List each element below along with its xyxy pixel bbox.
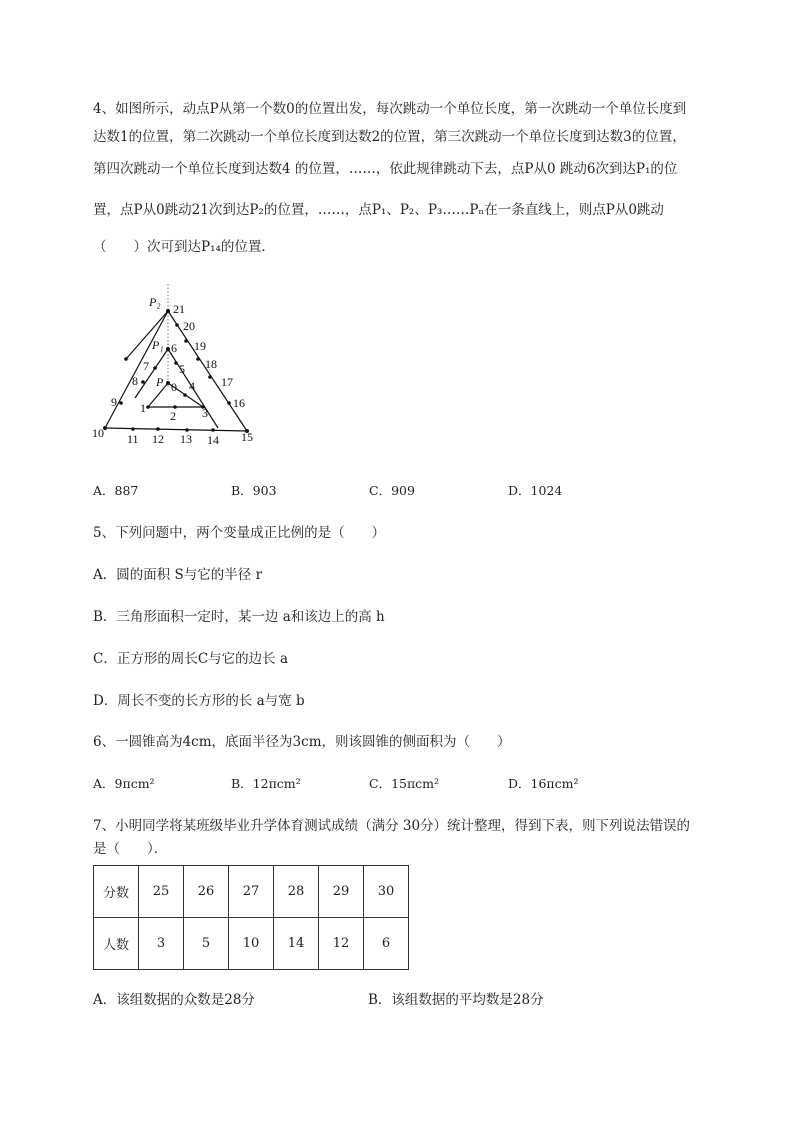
q4-option-d: D．1024: [508, 483, 563, 498]
q6-option-b: B．12πcm²: [231, 776, 301, 791]
num-13: 13: [180, 432, 192, 446]
table-cell: 29: [319, 866, 364, 918]
q5-stem: 5、下列问题中，两个变量成正比例的是（ ）: [93, 525, 386, 541]
num-10: 10: [92, 426, 104, 440]
num-17: 17: [221, 375, 233, 389]
q7-option-b: B．该组数据的平均数是28分: [368, 992, 544, 1008]
table-cell: 5: [184, 918, 229, 970]
q5-option-b: B．三角形面积一定时，某一边 a和该边上的高 h: [93, 609, 385, 625]
table-cell: 人数: [94, 918, 139, 970]
table-cell: 27: [229, 866, 274, 918]
table-cell: 30: [364, 866, 409, 918]
num-1: 1: [140, 401, 146, 415]
q7-line-2: 是（ ）．: [93, 841, 168, 857]
num-18: 18: [205, 357, 217, 371]
q4-option-c: C．909: [369, 483, 415, 498]
num-19: 19: [194, 339, 206, 353]
spiral-triangle-figure: [85, 278, 285, 448]
label-p: P: [156, 375, 164, 389]
table-cell: 3: [139, 918, 184, 970]
q7-option-a: A．该组数据的众数是28分: [93, 992, 255, 1008]
q4-option-b: B．903: [231, 483, 277, 498]
q4-line-5: （ ）次可到达P₁₄的位置．: [93, 239, 275, 255]
num-16: 16: [233, 396, 245, 410]
q6-option-a: A．9πcm²: [93, 776, 155, 791]
num-11: 11: [127, 432, 139, 446]
q4-line-4: 置，点P从0跳动21次到达P₂的位置，……，点P₁、P₂、P₃……Pₙ在一条直线上，则点P从0跳动: [93, 202, 664, 218]
q6-stem: 6、一圆锥高为4cm，底面半径为3cm，则该圆锥的侧面积为（ ）: [93, 734, 511, 750]
table-cell: 28: [274, 866, 319, 918]
num-0: 0: [171, 380, 177, 394]
num-8: 8: [132, 374, 138, 388]
table-cell: 26: [184, 866, 229, 918]
num-5: 5: [179, 362, 185, 376]
table-cell: 25: [139, 866, 184, 918]
q5-option-c: C．正方形的周长C与它的边长 a: [93, 651, 288, 667]
q5-option-d: D．周长不变的长方形的长 a与宽 b: [93, 693, 305, 709]
label-p1: P₁: [152, 338, 164, 352]
table-cell: 12: [319, 918, 364, 970]
table-cell: 14: [274, 918, 319, 970]
num-21: 21: [173, 302, 185, 316]
q7-line-1: 7、小明同学将某班级毕业升学体育测试成绩（满分 30分）统计整理，得到下表，则下列说法错误的: [93, 818, 691, 834]
num-7: 7: [143, 359, 149, 373]
q4-line-3: 第四次跳动一个单位长度到达数4 的位置，……，依此规律跳动下去，点P从0 跳动6次到达P₁的位: [93, 161, 678, 177]
num-9: 9: [111, 395, 117, 409]
label-p2: P₂: [149, 295, 161, 309]
num-20: 20: [183, 319, 195, 333]
num-2: 2: [170, 409, 176, 423]
q6-option-d: D．16πcm²: [508, 776, 579, 791]
q4-option-a: A．887: [93, 483, 139, 498]
table-cell: 10: [229, 918, 274, 970]
num-12: 12: [152, 432, 164, 446]
q6-option-c: C．15πcm²: [369, 776, 440, 791]
num-4: 4: [189, 379, 195, 393]
num-6: 6: [171, 341, 177, 355]
q4-line-1: 4、如图所示，动点P从第一个数0的位置出发，每次跳动一个单位长度，第一次跳动一个单位长度到: [93, 101, 687, 117]
num-3: 3: [202, 406, 208, 420]
score-table: [93, 865, 409, 970]
table-row: [94, 918, 409, 970]
table-row: [94, 866, 409, 918]
num-14: 14: [207, 433, 219, 447]
table-cell: 分数: [94, 866, 139, 918]
q4-line-2: 达数1的位置，第二次跳动一个单位长度到达数2的位置，第三次跳动一个单位长度到达数3的位置，: [93, 129, 686, 145]
num-15: 15: [241, 430, 253, 444]
q5-option-a: A．圆的面积 S与它的半径 r: [93, 567, 263, 583]
table-cell: 6: [364, 918, 409, 970]
